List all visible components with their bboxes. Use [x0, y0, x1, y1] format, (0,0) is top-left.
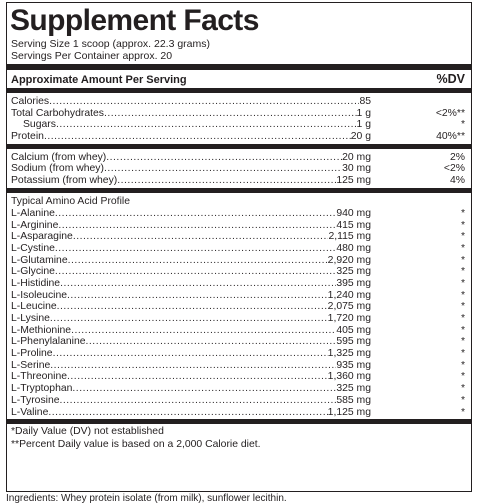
nutrient-name: L-Cystine: [11, 242, 55, 254]
nutrient-name: Calories: [11, 96, 50, 107]
nutrient-dv: *: [460, 394, 465, 406]
nutrient-row: [11, 220, 467, 232]
nutrient-left: [11, 371, 371, 383]
nutrient-name: L-Valine: [11, 406, 49, 418]
nutrient-name: L-Proline: [11, 348, 53, 360]
nutrient-amount: 1,720 mg: [327, 313, 371, 324]
nutrient-dv: *: [460, 406, 465, 418]
nutrient-row: [11, 208, 467, 220]
dot-leader: [50, 360, 336, 372]
nutrient-name: L-Phenylalanine: [11, 336, 86, 348]
nutrient-left: [11, 290, 371, 302]
nutrient-name: Calcium (from whey): [11, 151, 107, 163]
nutrient-amount: 125 mg: [336, 175, 371, 187]
nutrient-left: [11, 255, 371, 267]
servings-per-container: Servings Per Container approx. 20: [11, 50, 173, 62]
dot-leader: [60, 395, 337, 407]
dot-leader: [72, 383, 336, 395]
nutrient-left: [11, 278, 371, 290]
divider-thick: [7, 64, 471, 70]
nutrient-row: [11, 131, 467, 143]
nutrient-name: L-Methionine: [11, 324, 72, 336]
nutrient-name: Potassium (from whey): [11, 175, 118, 187]
dot-leader: [48, 407, 327, 419]
nutrient-name: Total Carbohydrates: [11, 107, 104, 119]
nutrient-amount: 2,920 mg: [327, 254, 371, 266]
nutrient-row: [11, 290, 467, 302]
dot-leader: [44, 131, 351, 143]
nutrient-amount: 1,125 mg: [327, 406, 371, 418]
nutrient-name: L-Isoleucine: [11, 289, 68, 301]
dot-leader: [50, 313, 328, 325]
nutrient-amount: 415 mg: [336, 219, 371, 231]
nutrient-dv: *: [460, 242, 465, 254]
dot-leader: [117, 175, 336, 187]
nutrient-amount: 585 mg: [336, 394, 371, 406]
nutrient-left: [11, 360, 371, 372]
nutrient-row: [11, 301, 467, 313]
nutrient-row: [11, 266, 467, 278]
dot-leader: [55, 266, 336, 278]
nutrient-name: L-Glutamine: [11, 254, 68, 266]
nutrient-amount: 85: [359, 96, 371, 107]
footnote-percent-basis: **Percent Daily value is based on a 2,000 Calorie diet.: [11, 438, 261, 450]
divider-medium: [7, 188, 471, 193]
nutrient-row: [11, 119, 467, 131]
nutrient-row: [11, 255, 467, 267]
nutrient-dv: *: [460, 359, 465, 371]
nutrient-row: [11, 231, 467, 243]
nutrient-amount: 940 mg: [336, 207, 371, 219]
nutrient-amount: 480 mg: [336, 242, 371, 254]
nutrient-amount: 1,360 mg: [327, 371, 371, 383]
nutrient-amount: 30 mg: [342, 163, 371, 175]
nutrient-amount: 405 mg: [336, 324, 371, 336]
column-header-row: [11, 72, 467, 87]
nutrient-amount: 1 g: [356, 119, 371, 131]
nutrient-row: [11, 371, 467, 383]
nutrient-dv: *: [460, 254, 465, 266]
nutrient-name: L-Histidine: [11, 277, 61, 289]
amino-profile-title: Typical Amino Acid Profile: [11, 195, 130, 207]
footnote-not-established: *Daily Value (DV) not established: [11, 426, 164, 438]
nutrient-row: [11, 336, 467, 348]
dot-leader: [71, 325, 336, 337]
dot-leader: [106, 152, 342, 164]
nutrient-amount: 20 mg: [342, 151, 371, 163]
nutrient-dv: <2%**: [435, 107, 465, 119]
dot-leader: [104, 163, 342, 175]
nutrient-name: Sodium (from whey): [11, 163, 104, 175]
dot-leader: [67, 371, 328, 383]
dot-leader: [55, 243, 336, 255]
amount-per-serving-header: Approximate Amount Per Serving: [11, 74, 187, 86]
dv-header: %DV: [436, 72, 465, 86]
nutrient-amount: 325 mg: [336, 266, 371, 278]
nutrient-row: [11, 325, 467, 337]
nutrient-amount: 2,115 mg: [328, 231, 371, 243]
nutrient-left: [11, 175, 371, 187]
nutrient-row: [11, 152, 467, 164]
nutrient-row: [11, 96, 467, 108]
nutrient-left: [11, 243, 371, 255]
dot-leader: [60, 278, 336, 290]
nutrient-left: [11, 383, 371, 395]
nutrient-left: [11, 336, 371, 348]
footnotes: [11, 426, 467, 451]
nutrient-dv: 40%**: [436, 131, 465, 143]
nutrient-left: [11, 208, 371, 220]
nutrient-row: [11, 348, 467, 360]
nutrient-amount: 395 mg: [336, 277, 371, 289]
nutrient-dv: *: [460, 289, 465, 301]
nutrient-left: [11, 313, 371, 325]
nutrient-name: Sugars: [23, 119, 56, 131]
nutrient-dv: *: [460, 371, 465, 383]
dot-leader: [73, 231, 329, 243]
divider-medium: [7, 88, 471, 93]
nutrient-left: [11, 220, 371, 232]
nutrient-dv: *: [460, 313, 465, 324]
nutrient-dv: *: [460, 266, 465, 278]
dot-leader: [58, 220, 336, 232]
nutrient-amount: 1,325 mg: [327, 348, 371, 360]
amino-acid-list: [11, 208, 467, 418]
nutrient-dv: 4%: [449, 175, 465, 187]
nutrient-left: [11, 407, 371, 419]
nutrient-dv: *: [460, 301, 465, 313]
nutrient-row: [11, 395, 467, 407]
nutrient-left: [11, 348, 371, 360]
panel-title: Supplement Facts: [10, 4, 259, 37]
nutrient-left: [11, 152, 371, 164]
divider-medium: [7, 144, 471, 149]
nutrient-left: [11, 96, 371, 108]
nutrient-dv: *: [460, 207, 465, 219]
nutrient-row: [11, 313, 467, 325]
nutrient-amount: 1 g: [356, 107, 371, 119]
nutrient-row: [11, 383, 467, 395]
nutrient-amount: 1,240 mg: [327, 289, 371, 301]
nutrient-amount: 325 mg: [336, 383, 371, 395]
nutrient-left: [11, 108, 371, 120]
nutrient-name: L-Lysine: [11, 313, 50, 324]
nutrient-name: L-Leucine: [11, 301, 57, 313]
dot-leader: [68, 255, 328, 267]
nutrient-left: [11, 395, 371, 407]
nutrient-dv: *: [460, 383, 465, 395]
nutrient-dv: *: [460, 348, 465, 360]
nutrient-row: [11, 407, 467, 419]
nutrient-name: L-Glycine: [11, 266, 55, 278]
nutrient-name: L-Serine: [11, 359, 51, 371]
minerals-section: [11, 151, 467, 187]
nutrient-amount: 595 mg: [336, 336, 371, 348]
nutrient-name: L-Arginine: [11, 219, 59, 231]
dot-leader: [55, 208, 336, 220]
nutrient-dv: *: [460, 231, 465, 243]
nutrient-name: L-Alanine: [11, 207, 55, 219]
nutrient-name: L-Tyrosine: [11, 394, 60, 406]
nutrient-dv: *: [460, 277, 465, 289]
serving-size: Serving Size 1 scoop (approx. 22.3 grams): [11, 38, 211, 50]
nutrient-row: [11, 360, 467, 372]
nutrient-row: [11, 108, 467, 120]
nutrient-left: [11, 119, 371, 131]
nutrient-row: [11, 243, 467, 255]
dot-leader: [56, 119, 357, 131]
nutrient-dv: *: [460, 119, 465, 131]
nutrient-name: L-Asparagine: [11, 231, 73, 243]
dot-leader: [49, 96, 359, 108]
nutrient-name: Protein: [11, 131, 44, 143]
dot-leader: [57, 301, 328, 313]
dot-leader: [104, 108, 357, 120]
dot-leader: [67, 290, 328, 302]
nutrient-amount: 935 mg: [336, 359, 371, 371]
dot-leader: [53, 348, 328, 360]
nutrient-left: [11, 131, 371, 143]
dot-leader: [86, 336, 337, 348]
nutrient-left: [11, 266, 371, 278]
nutrient-amount: 20 g: [350, 131, 371, 143]
nutrient-dv: 2%: [449, 151, 465, 163]
nutrient-name: L-Tryptophan: [11, 383, 73, 395]
nutrient-dv: *: [460, 324, 465, 336]
nutrient-name: L-Threonine: [11, 371, 68, 383]
supplement-facts-panel: [6, 2, 472, 492]
nutrient-row: [11, 175, 467, 187]
macros-section: [11, 95, 467, 143]
amino-acid-section: [11, 195, 467, 418]
nutrient-row: [11, 278, 467, 290]
ingredients-footer: Ingredients: Whey protein isolate (from milk), sunflower lecithin.: [6, 493, 287, 503]
nutrient-left: [11, 325, 371, 337]
nutrient-dv: *: [460, 336, 465, 348]
nutrient-amount: 2,075 mg: [327, 301, 371, 313]
nutrient-left: [11, 301, 371, 313]
nutrient-row: [11, 163, 467, 175]
nutrient-left: [11, 231, 371, 243]
nutrient-left: [11, 163, 371, 175]
nutrient-dv: *: [460, 219, 465, 231]
divider-medium: [7, 419, 471, 424]
nutrient-dv: <2%: [443, 163, 465, 175]
